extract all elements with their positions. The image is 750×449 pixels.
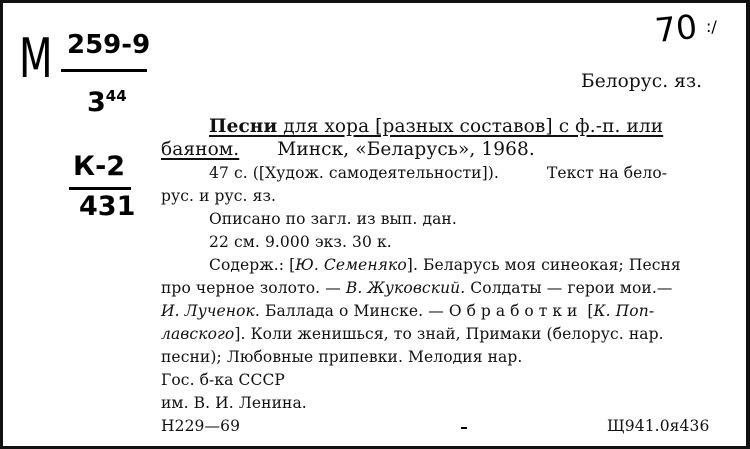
contents-author-2: В. Жуковский <box>345 279 461 297</box>
handwritten-underline-2 <box>69 187 131 190</box>
contents-author-3: И. Лученок <box>161 302 255 320</box>
described-line: Описано по загл. из вып. дан. <box>209 210 457 228</box>
handwritten-corner-marks: :/ <box>706 17 717 36</box>
contents-bracket-3: [ <box>582 302 594 320</box>
size-line: 22 см. 9.000 экз. 30 к. <box>209 233 392 251</box>
contents-author-4-end: лавского <box>161 325 235 343</box>
title-bold: Песни <box>209 116 278 137</box>
contents-rest-4: ]. Коли женишься, то знай, Примаки (белорус. нар. <box>234 325 664 343</box>
title-line <box>209 116 663 137</box>
library-line-2: им. В. И. Ленина. <box>161 394 307 412</box>
contents-start-2: про черное золото. — <box>161 279 346 297</box>
contents-line-3 <box>161 302 654 320</box>
handwritten-number-second <box>87 87 127 118</box>
language-line: рус. и рус. яз. <box>161 187 277 205</box>
contents-mid-3: . Баллада о Минске. — <box>254 302 449 320</box>
contents-label: Содерж.: [ <box>209 256 296 274</box>
card-number: Н229—69 <box>161 417 241 435</box>
contents-line-5: песни); Любовные припевки. Мелодия нар. <box>161 348 523 366</box>
text-note: Текст на бело- <box>546 164 668 182</box>
contents-author-4: К. Поп- <box>593 302 655 320</box>
second-superscript: 44 <box>105 87 127 105</box>
handwritten-corner-number: 70 <box>653 6 699 51</box>
contents-rest-1: ]. Беларусь моя синеокая; Песня <box>406 256 681 274</box>
contents-line-1 <box>209 256 681 274</box>
handwritten-number-top: 259-9 <box>67 30 151 60</box>
library-line-1: Гос. б-ка СССР <box>161 371 285 389</box>
title-rest: для хора [разных составов] с ф.-п. или <box>277 116 664 137</box>
handwritten-underline-1 <box>61 69 147 72</box>
imprint-part1: баяном. <box>161 139 240 160</box>
imprint-line <box>161 139 535 160</box>
contents-rest-2: . Солдаты — герои мои.— <box>460 279 673 297</box>
language-note: Белорус. яз. <box>581 71 703 92</box>
contents-author-1: Ю. Семеняко <box>295 256 407 274</box>
pages-line <box>209 164 667 182</box>
second-number: 3 <box>87 87 106 118</box>
speck-mark <box>461 427 467 429</box>
handwritten-code: К-2 <box>73 151 126 182</box>
contents-line-4 <box>161 325 664 343</box>
handwritten-number-bottom: 431 <box>79 191 136 222</box>
imprint-part2: Минск, «Беларусь», 1968. <box>277 139 535 160</box>
classification-code: Щ941.0я436 <box>607 417 710 435</box>
contents-line-2 <box>161 279 672 297</box>
handwritten-letter: М <box>19 27 53 90</box>
pages: 47 с. ([Худож. самодеятельности]). <box>209 164 499 182</box>
contents-arrangements: Обработки <box>448 302 583 320</box>
